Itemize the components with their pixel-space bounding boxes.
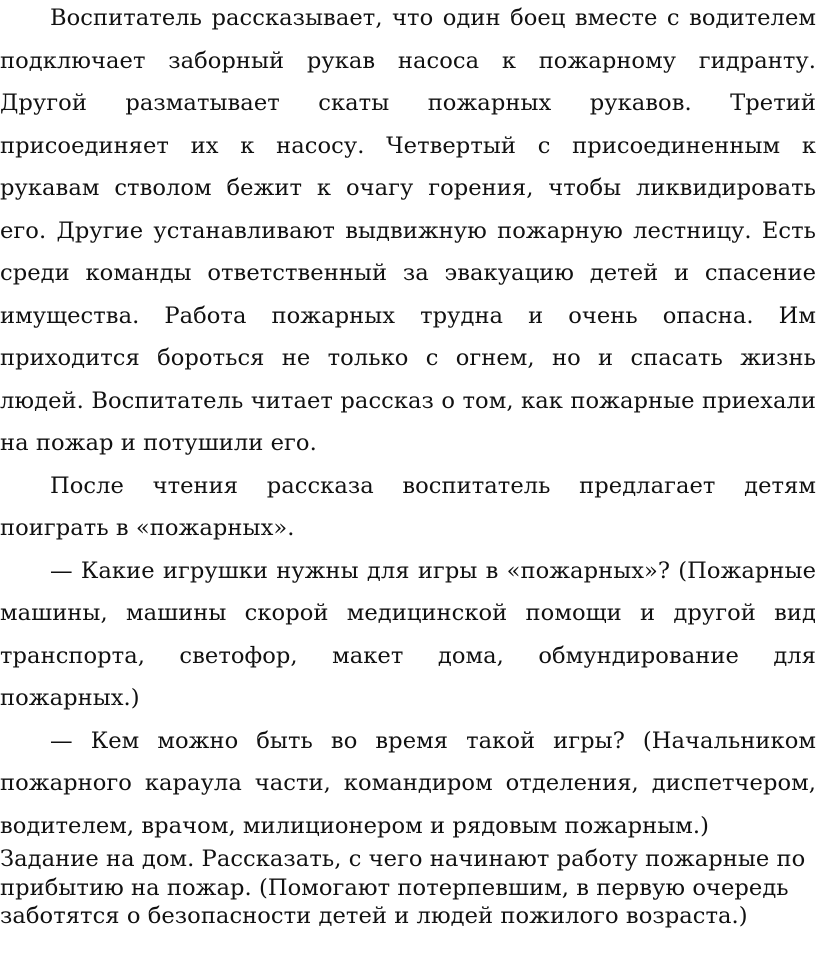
paragraph-firefighters-work: Воспитатель рассказывает, что один боец вместе с водителем подключает заборный рукав насоса к пожарному гидранту. Другой разматывает скаты пожарных рукавов. Третий присоединяет их к насосу. Четвертый с присоединенным к рукавам стволом бежит к очагу горения, чтобы ликвидировать его. Другие устанавливают выдвижную пожарную лестницу. Есть среди команды ответственный за эвакуацию детей и спасение имущества. Работа пожарных трудна и очень опасна. Им приходится бороться не только с огнем, но и спасать жизнь людей. Воспитатель читает рассказ о том, как пожарные приехали на пожар и потушили его. xyxy=(0,5,816,456)
paragraph-game-proposal: После чтения рассказа воспитатель предлагает детям поиграть в «пожарных». xyxy=(0,472,816,541)
paragraph-homework: Задание на дом. Рассказать, с чего начинают работу пожарные по прибытию на пожар. (Помогают потерпевшим, в первую очередь заботятся о безопасности детей и людей пожилого возраста.) xyxy=(0,846,806,929)
paragraph-toys-question: — Какие игрушки нужны для игры в «пожарных»? (Пожарные машины, машины скорой медицинской помощи и другой вид транспорта, светофор, макет дома, обмундирование для пожарных.) xyxy=(0,557,816,711)
paragraph-roles-question: — Кем можно быть во время такой игры? (Начальником пожарного караула части, командиром отделения, диспетчером, водителем, врачом, милиционером и рядовым пожарным.) xyxy=(0,727,816,839)
